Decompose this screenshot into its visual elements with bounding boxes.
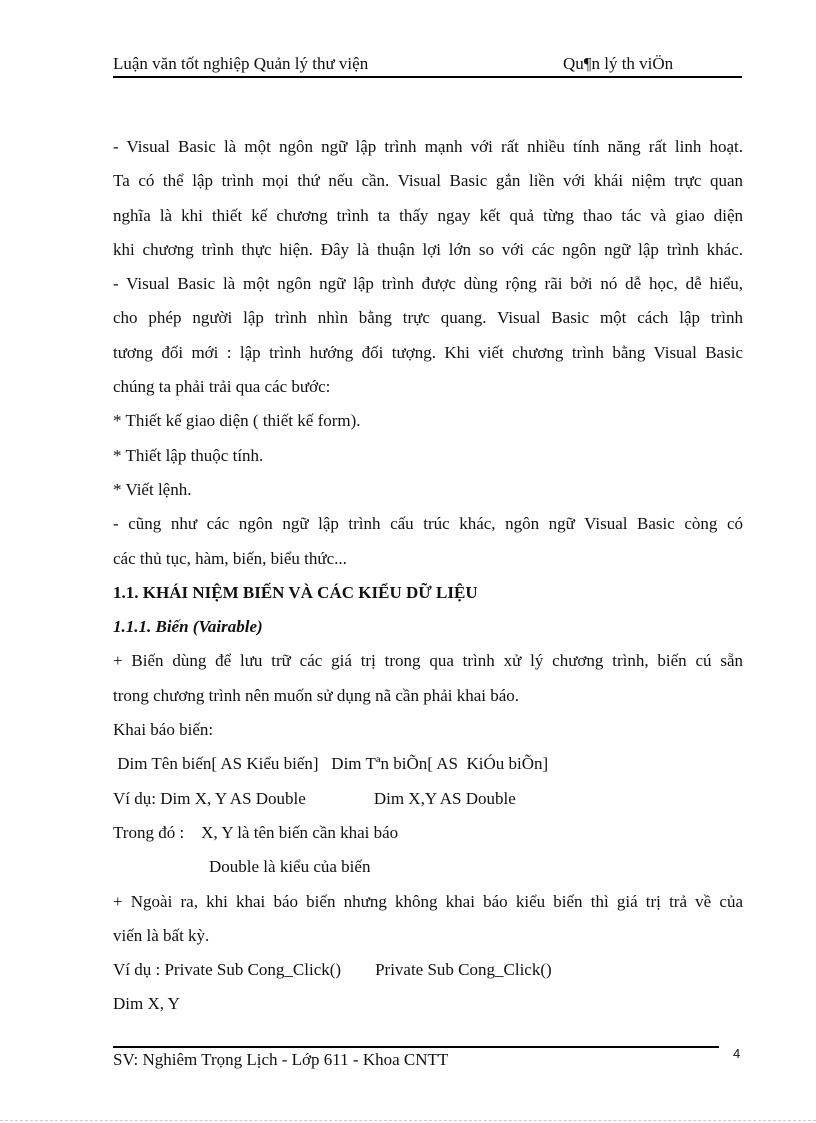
paragraph-2-line: - Visual Basic là một ngôn ngữ lập trình được dùng rộng rãi bởi nó dễ học, dễ hiểu, <box>113 274 743 294</box>
paragraph-1-line: nghĩa là khi thiết kế chương trình ta thấy ngay kết quả từng thao tác và giao diện <box>113 205 743 225</box>
paragraph-2-line: cho phép người lập trình nhìn bằng trực quang. Visual Basic một cách lập trình <box>113 308 743 328</box>
syntax-line: Dim Tên biến[ AS Kiểu biến] Dim Tªn biÕn[ AS KiÓu biÕn] <box>113 754 549 774</box>
paragraph-3-line: các thủ tục, hàm, biến, biểu thức... <box>113 548 347 568</box>
declare-label: Khai báo biến: <box>113 720 214 740</box>
subsection-heading: 1.1.1. Biến (Vairable) <box>113 617 263 637</box>
code-line: Dim X, Y <box>113 994 180 1014</box>
page-header <box>113 52 742 78</box>
header-title-left: Luận văn tốt nghiệp Quản lý thư viện <box>113 54 369 73</box>
example-line: Ví dụ : Private Sub Cong_Click() Private Sub Cong_Click() <box>113 960 552 980</box>
paragraph-3-line: - cũng như các ngôn ngữ lập trình cấu trúc khác, ngôn ngữ Visual Basic còng có <box>113 514 743 534</box>
paragraph-5-line: viến là bất kỳ. <box>113 925 210 945</box>
page-footer: SV: Nghiêm Trọng Lịch - Lớp 611 - Khoa CNTT <box>113 1050 449 1069</box>
paragraph-1-line: khi chương trình thực hiện. Đây là thuận lợi lớn so với các ngôn ngữ lập trình khác. <box>113 239 743 259</box>
paragraph-5-line: + Ngoài ra, khi khai báo biến nhưng không khai báo kiểu biến thì giá trị trả về của <box>113 891 743 911</box>
page-body <box>113 130 743 1022</box>
section-heading: 1.1. KHÁI NIỆM BIẾN VÀ CÁC KIỂU DỮ LIỆU <box>113 582 478 602</box>
where-line: Trong đó : X, Y là tên biến cần khai báo <box>113 822 399 842</box>
example-line: Ví dụ: Dim X, Y AS Double Dim X,Y AS Double <box>113 788 516 808</box>
paragraph-2-line: chúng ta phải trải qua các bước: <box>113 377 331 397</box>
paragraph-4-line: + Biến dùng để lưu trữ các giá trị trong qua trình xử lý chương trình, biến cú sẵn <box>113 651 743 671</box>
header-title-right: Qu¶n lý th viÖn <box>563 54 674 73</box>
step-item: * Viết lệnh. <box>113 479 192 499</box>
where-line: Double là kiểu của biến <box>209 857 371 877</box>
page-number: 4 <box>733 1046 741 1061</box>
paragraph-1-line: - Visual Basic là một ngôn ngữ lập trình mạnh với rất nhiều tính năng rất linh hoạt. <box>113 137 743 156</box>
paragraph-1-line: Ta có thể lập trình mọi thứ nếu cần. Visual Basic gắn liền với khái niệm trực quan <box>113 171 743 191</box>
paragraph-2-line: tương đối mới : lập trình hướng đối tượng. Khi viết chương trình bằng Visual Basic <box>113 342 743 362</box>
paragraph-4-line: trong chương trình nên muốn sử dụng nã cần phải khai báo. <box>113 685 520 705</box>
footer-divider <box>113 1046 719 1048</box>
page-edge <box>0 1120 816 1121</box>
step-item: * Thiết kế giao diện ( thiết kế form). <box>113 411 361 431</box>
step-item: * Thiết lập thuộc tính. <box>113 445 264 465</box>
